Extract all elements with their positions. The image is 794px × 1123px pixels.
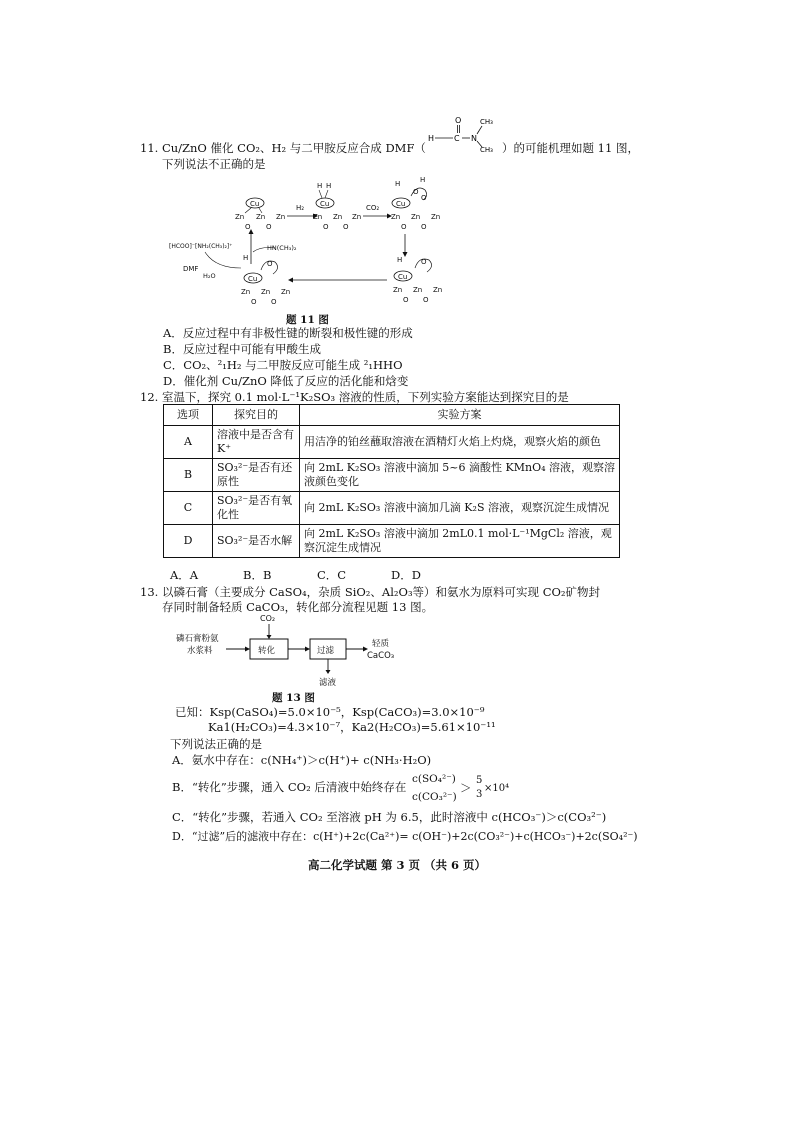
dmf-ch3-top: CH₃: [480, 118, 493, 126]
svg-text:Zn: Zn: [413, 286, 423, 294]
flow-product-line2: CaCO₃: [367, 651, 395, 661]
table-cell-plan: 向 2mL K₂SO₃ 溶液中滴加几滴 K₂S 溶液，观察沉淀生成情况: [300, 492, 620, 525]
q11-option-a: A．反应过程中有非极性键的断裂和极性键的形成: [163, 326, 413, 340]
svg-text:Cu: Cu: [396, 200, 406, 208]
table-cell-plan: 用洁净的铂丝蘸取溶液在酒精灯火焰上灼烧，观察火焰的颜色: [300, 426, 620, 459]
svg-text:CO₂: CO₂: [366, 204, 380, 212]
q11-stem-line1: 11. Cu/ZnO 催化 CO₂、H₂ 与二甲胺反应合成 DMF（: [140, 141, 426, 155]
svg-text:O: O: [403, 296, 409, 304]
q13-option-b-denominator: c(CO₃²⁻): [412, 791, 457, 803]
svg-text:O: O: [323, 223, 329, 231]
q13-option-b-text: B．“转化”步骤，通入 CO₂ 后清液中始终存在: [172, 780, 407, 794]
svg-text:Zn: Zn: [433, 286, 443, 294]
svg-text:Zn: Zn: [431, 213, 441, 221]
q12-choice-d: D．D: [391, 568, 421, 582]
svg-text:O: O: [401, 223, 407, 231]
svg-text:Cu: Cu: [250, 200, 260, 208]
svg-text:HN(CH₃)₂: HN(CH₃)₂: [267, 244, 297, 252]
svg-text:Zn: Zn: [393, 286, 403, 294]
svg-text:Zn: Zn: [391, 213, 401, 221]
svg-text:Zn: Zn: [281, 288, 291, 296]
svg-text:H: H: [243, 254, 249, 262]
svg-text:O: O: [421, 258, 427, 266]
q13-option-d: D．“过滤”后的滤液中存在：c(H⁺)+2c(Ca²⁺)= c(OH⁻)+2c(CO₃²⁻)+c(HCO₃⁻)+2c(SO₄²⁻): [172, 830, 638, 843]
table-cell-option: A: [164, 426, 213, 459]
svg-text:O: O: [343, 223, 349, 231]
q13-known-line1: 已知：Ksp(CaSO₄)=5.0×10⁻⁵，Ksp(CaCO₃)=3.0×10⁻⁹: [175, 705, 485, 719]
svg-text:Cu: Cu: [248, 275, 258, 283]
flow-input-line1: 磷石膏粉氨: [176, 634, 219, 644]
dmf-n: N: [471, 134, 477, 143]
table-cell-option: D: [164, 525, 213, 558]
svg-text:O: O: [421, 194, 427, 202]
svg-text:Zn: Zn: [276, 213, 286, 221]
table-cell-option: C: [164, 492, 213, 525]
q12-stem: 12. 室温下，探究 0.1 mol·L⁻¹K₂SO₃ 溶液的性质，下列实验方案能达到探究目的是: [140, 390, 569, 404]
table-row: [164, 525, 620, 558]
q13-option-b-value-den: 3: [476, 789, 483, 800]
q11-stem-line1-end: ）的可能机理如题 11 图，: [502, 141, 639, 155]
table-cell-plan: 向 2mL K₂SO₃ 溶液中滴加 5~6 滴酸性 KMnO₄ 溶液，观察溶液颜色变化: [300, 459, 620, 492]
svg-text:O: O: [245, 223, 251, 231]
svg-text:O: O: [251, 298, 257, 306]
svg-text:Zn: Zn: [241, 288, 251, 296]
table-cell-option: B: [164, 459, 213, 492]
table-row: [164, 492, 620, 525]
flow-co2: CO₂: [260, 614, 276, 623]
dmf-h: H: [428, 134, 435, 143]
q13-stem-line2: 存同时制备轻质 CaCO₃，转化部分流程见题 13 图。: [162, 600, 434, 614]
table-header-row: [164, 405, 620, 426]
svg-text:O: O: [423, 296, 429, 304]
svg-text:Zn: Zn: [313, 213, 323, 221]
svg-text:[HCOO]⁻[NH₂(CH₃)₂]⁺: [HCOO]⁻[NH₂(CH₃)₂]⁺: [169, 243, 233, 250]
flow-step2: 过滤: [317, 646, 335, 656]
svg-text:O: O: [271, 298, 277, 306]
svg-text:H: H: [395, 180, 401, 188]
q12-choice-a: A．A: [170, 568, 199, 582]
svg-text:Cu: Cu: [398, 273, 408, 281]
flow-product-line1: 轻质: [372, 639, 390, 649]
table-cell-purpose: SO₃²⁻是否水解: [213, 525, 300, 558]
svg-text:H₂: H₂: [296, 204, 305, 212]
table-header-option: 选项: [164, 405, 213, 426]
svg-text:Cu: Cu: [320, 200, 330, 208]
svg-text:Zn: Zn: [261, 288, 271, 296]
dmf-structure: [422, 112, 502, 154]
q13-option-b-numerator: c(SO₄²⁻): [412, 773, 456, 785]
svg-text:H: H: [317, 182, 323, 190]
svg-text:Zn: Zn: [333, 213, 343, 221]
dmf-c: C: [454, 134, 460, 143]
q13-known-line2: Ka1(H₂CO₃)=4.3×10⁻⁷，Ka2(H₂CO₃)=5.61×10⁻¹¹: [208, 720, 496, 734]
table-cell-plan: 向 2mL K₂SO₃ 溶液中滴加 2mL0.1 mol·L⁻¹MgCl₂ 溶液，观察沉淀生成情况: [300, 525, 620, 558]
q13-flow-chart: [170, 612, 410, 692]
q12-experiment-table: [163, 404, 620, 558]
q13-stem-line1: 13. 以磷石膏（主要成分 CaSO₄，杂质 SiO₂、Al₂O₃等）和氨水为原料可实现 CO₂矿物封: [140, 585, 601, 599]
flow-step1: 转化: [258, 646, 276, 656]
table-cell-purpose: 溶液中是否含有 K⁺: [213, 426, 300, 459]
table-row: [164, 459, 620, 492]
q13-figure-caption: 题 13 图: [272, 692, 315, 704]
q13-option-b-value-tail: ×10⁴: [484, 783, 510, 794]
svg-text:H: H: [326, 182, 332, 190]
table-cell-purpose: SO₃²⁻是否有氧化性: [213, 492, 300, 525]
q11-option-c: C．CO₂、²₁H₂ 与二甲胺反应可能生成 ²₁HHO: [163, 358, 403, 372]
flow-input-line2: 水浆料: [187, 646, 213, 656]
flow-filtrate: 滤液: [319, 678, 337, 688]
svg-text:O: O: [267, 260, 273, 268]
svg-text:Zn: Zn: [235, 213, 245, 221]
q13-option-c: C．“转化”步骤，若通入 CO₂ 至溶液 pH 为 6.5，此时溶液中 c(HCO₃⁻)＞c(CO₃²⁻): [172, 810, 607, 824]
svg-text:O: O: [413, 188, 419, 196]
dmf-o: O: [455, 116, 462, 125]
q12-choice-c: C．C: [317, 568, 347, 582]
svg-text:Zn: Zn: [256, 213, 266, 221]
q13-option-b-value-num: 5: [476, 775, 483, 786]
q11-mechanism-figure: [165, 172, 465, 312]
dmf-ch3-bottom: CH₃: [480, 146, 493, 154]
svg-text:H₂O: H₂O: [203, 272, 216, 280]
q12-choice-b: B．B: [243, 568, 272, 582]
svg-text:O: O: [421, 223, 427, 231]
page-footer: 高二化学试题 第 3 页 （共 6 页）: [307, 858, 487, 872]
svg-text:H: H: [420, 176, 426, 184]
q13-prompt: 下列说法正确的是: [170, 737, 262, 751]
q11-stem-line2: 下列说法不正确的是: [162, 157, 266, 171]
svg-text:H: H: [397, 256, 403, 264]
svg-text:Zn: Zn: [411, 213, 421, 221]
svg-text:DMF: DMF: [183, 265, 199, 273]
table-cell-purpose: SO₃²⁻是否有还原性: [213, 459, 300, 492]
q11-figure-caption: 题 11 图: [286, 314, 329, 326]
q11-option-b: B．反应过程中可能有甲酸生成: [163, 342, 321, 356]
table-header-plan: 实验方案: [300, 405, 620, 426]
table-header-purpose: 探究目的: [213, 405, 300, 426]
svg-text:O: O: [266, 223, 272, 231]
table-row: [164, 426, 620, 459]
q13-option-b-gt: ＞: [460, 781, 472, 795]
q13-option-a: A．氨水中存在：c(NH₄⁺)＞c(H⁺)+ c(NH₃·H₂O): [172, 753, 432, 767]
q11-option-d: D．催化剂 Cu/ZnO 降低了反应的活化能和焓变: [163, 374, 409, 388]
svg-text:Zn: Zn: [352, 213, 362, 221]
